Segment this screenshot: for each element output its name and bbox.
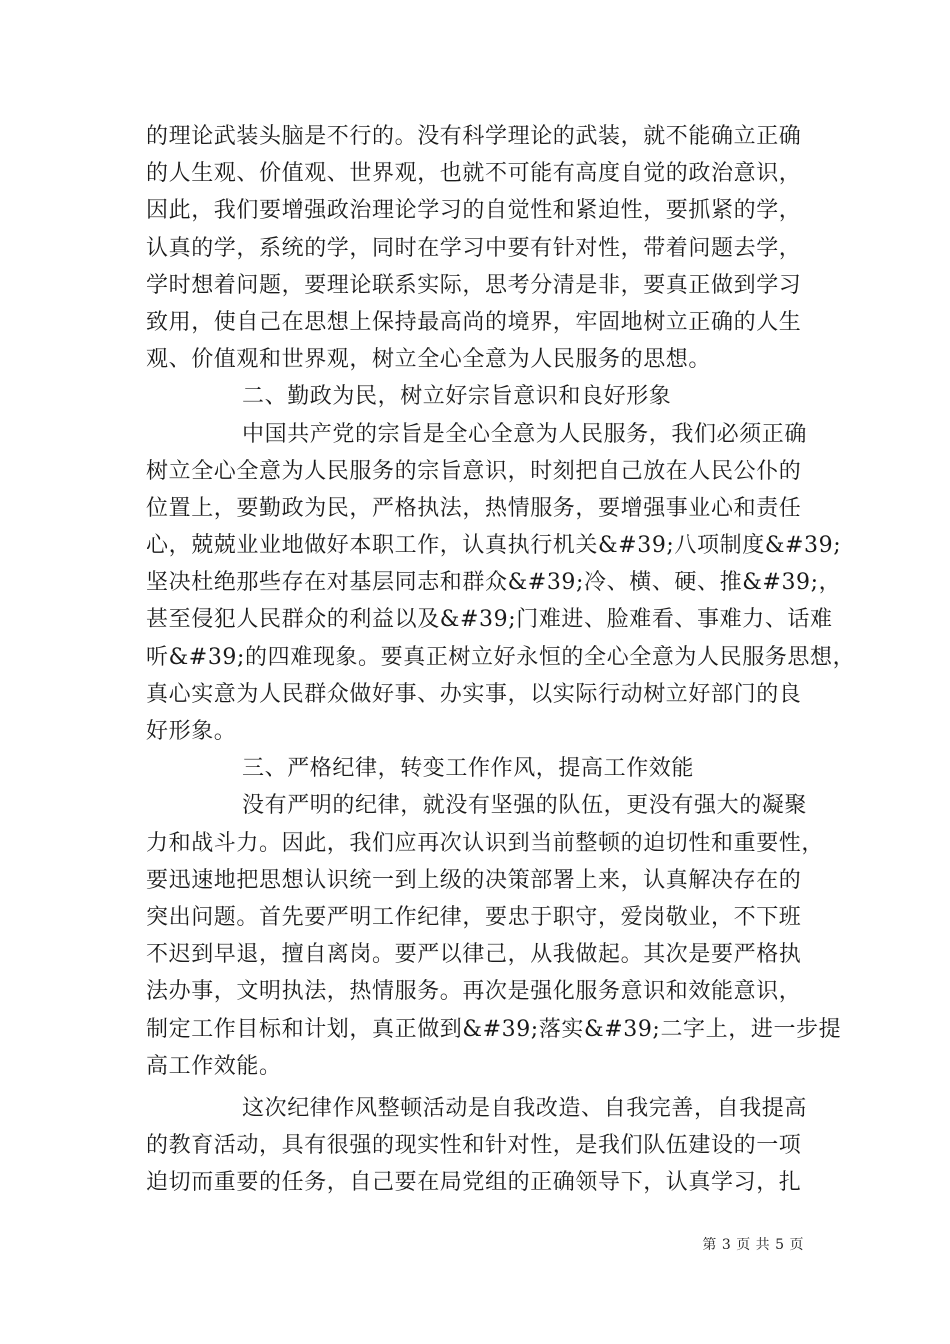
- text-line: 真心实意为人民群众做好事、办实事，以实际行动树立好部门的良: [146, 681, 802, 707]
- text-line: 心，兢兢业业地做好本职工作，认真执行机关&#39;八项制度&#39;: [146, 533, 842, 559]
- text-line: 没有严明的纪律，就没有坚强的队伍，更没有强大的凝聚: [242, 793, 808, 819]
- text-line: 观、价值观和世界观，树立全心全意为人民服务的思想。: [146, 347, 712, 373]
- paragraph-1: [146, 118, 826, 378]
- text-line: 的教育活动，具有很强的现实性和针对性，是我们队伍建设的一项: [146, 1133, 802, 1159]
- text-line: 好形象。: [146, 719, 237, 744]
- page-number: 第 3 页 共 5 页: [702, 1237, 804, 1253]
- text-line: 迫切而重要的任务，自己要在局党组的正确领导下，认真学习，扎: [146, 1170, 802, 1196]
- text-line: 要迅速地把思想认识统一到上级的决策部署上来，认真解决存在的: [146, 867, 802, 893]
- text-line: 的人生观、价值观、世界观，也就不可能有高度自觉的政治意识，: [146, 161, 802, 187]
- text-line: 学时想着问题，要理论联系实际，思考分清是非，要真正做到学习: [146, 272, 802, 298]
- heading-line: 二、勤政为民，树立好宗旨意识和良好形象: [242, 384, 672, 410]
- text-line: 因此，我们要增强政治理论学习的自觉性和紧迫性，要抓紧的学，: [146, 198, 802, 224]
- text-line: 树立全心全意为人民服务的宗旨意识，时刻把自己放在人民公仆的: [146, 458, 802, 484]
- text-line: 制定工作目标和计划，真正做到&#39;落实&#39;二字上，进一步提: [146, 1016, 842, 1042]
- text-line: 的理论武装头脑是不行的。没有科学理论的武装，就不能确立正确: [146, 124, 802, 149]
- body-text: [146, 118, 856, 1201]
- paragraph-6: [146, 1090, 826, 1202]
- paragraph-3: [146, 416, 856, 751]
- text-line: 中国共产党的宗旨是全心全意为人民服务，我们必须正确: [242, 421, 808, 447]
- text-line: 力和战斗力。因此，我们应再次认识到当前整顿的迫切性和重要性，: [146, 830, 825, 856]
- text-line: 法办事，文明执法，热情服务。再次是强化服务意识和效能意识，: [146, 979, 802, 1005]
- section-heading-3: [146, 750, 826, 787]
- paragraph-5: [146, 787, 842, 1085]
- text-line: 高工作效能。: [146, 1053, 282, 1079]
- text-line: 不迟到早退，擅自离岗。要严以律己，从我做起。其次是要严格执: [146, 942, 802, 968]
- text-line: 致用，使自己在思想上保持最高尚的境界，牢固地树立正确的人生: [146, 309, 802, 335]
- text-line: 位置上，要勤政为民，严格执法，热情服务，要增强事业心和责任: [146, 495, 802, 521]
- section-heading-2: [146, 378, 826, 415]
- heading-line: 三、严格纪律，转变工作作风，提高工作效能: [242, 756, 695, 782]
- text-line: 坚决杜绝那些存在对基层同志和群众&#39;冷、横、硬、推&#39;，: [146, 570, 842, 596]
- text-line: 突出问题。首先要严明工作纪律，要忠于职守，爱岗敬业，不下班: [146, 904, 802, 930]
- text-line: 这次纪律作风整顿活动是自我改造、自我完善，自我提高: [242, 1095, 808, 1121]
- text-line: 听&#39;的四难现象。要真正树立好永恒的全心全意为人民服务思想，: [146, 644, 856, 670]
- text-line: 认真的学，系统的学，同时在学习中要有针对性，带着问题去学，: [146, 235, 802, 261]
- text-line: 甚至侵犯人民群众的利益以及&#39;门难进、脸难看、事难力、话难: [146, 607, 833, 633]
